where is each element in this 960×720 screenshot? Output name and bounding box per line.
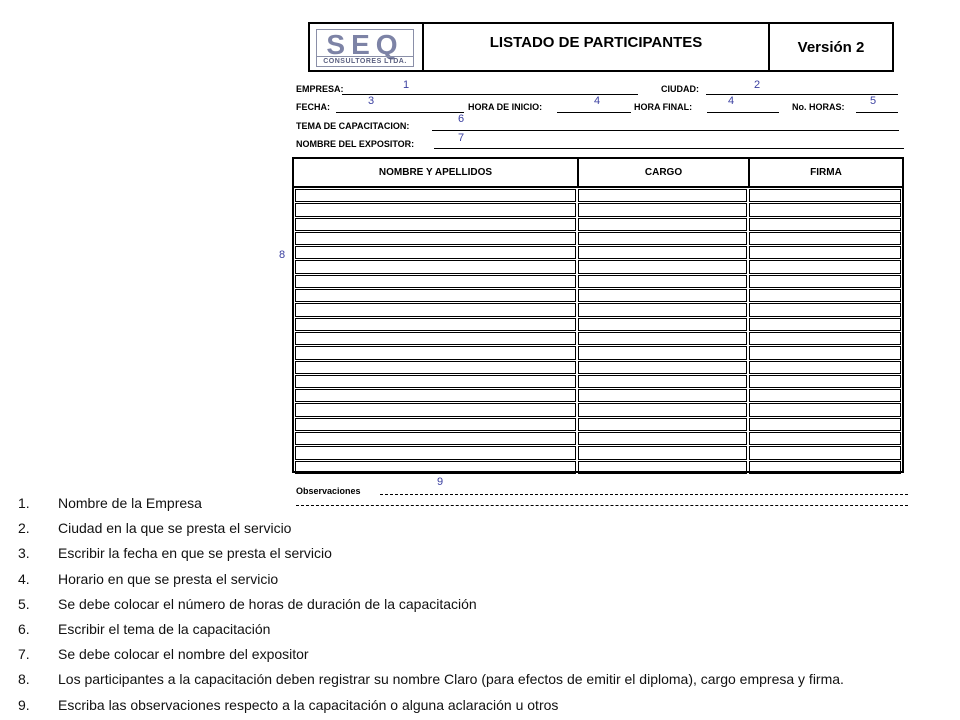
ciudad-label: CIUDAD:: [661, 84, 699, 94]
cargo-cell[interactable]: [578, 289, 747, 302]
cargo-cell[interactable]: [578, 303, 747, 316]
logo-subtext: CONSULTORES LTDA.: [317, 56, 413, 66]
firma-cell[interactable]: [749, 203, 901, 216]
instruction-item: [18, 594, 844, 619]
instruction-item: [18, 493, 844, 518]
cargo-cell[interactable]: [578, 246, 747, 259]
expositor-label: NOMBRE DEL EXPOSITOR:: [296, 139, 415, 149]
cargo-cell[interactable]: [578, 446, 747, 459]
instruction-number: 9.: [18, 696, 30, 713]
firma-cell[interactable]: [749, 246, 901, 259]
participants-table: [292, 157, 904, 473]
cargo-cell[interactable]: [578, 375, 747, 388]
cargo-cell[interactable]: [578, 232, 747, 245]
cargo-cell[interactable]: [578, 418, 747, 431]
instruction-number: 6.: [18, 620, 30, 637]
marker-7: 7: [458, 132, 465, 144]
firma-cell[interactable]: [749, 461, 901, 474]
form-title: LISTADO DE PARTICIPANTES: [424, 24, 770, 70]
cargo-cell[interactable]: [578, 461, 747, 474]
nombre-cell[interactable]: [295, 203, 576, 216]
instruction-text: Se debe colocar el número de horas de duración de la capacitación: [58, 595, 477, 612]
cargo-cell[interactable]: [578, 361, 747, 374]
instruction-text: Escribir la fecha en que se presta el servicio: [58, 545, 332, 562]
table-row: [294, 202, 902, 216]
instruction-number: 4.: [18, 570, 30, 587]
instruction-number: 5.: [18, 595, 30, 612]
marker-5: 5: [870, 95, 877, 107]
instruction-item: [18, 619, 844, 644]
hora-inicio-label: HORA DE INICIO:: [468, 102, 543, 112]
cargo-cell[interactable]: [578, 332, 747, 345]
table-row: [294, 245, 902, 259]
cargo-cell[interactable]: [578, 218, 747, 231]
empresa-label: EMPRESA:: [296, 84, 344, 94]
table-row: [294, 460, 902, 474]
nombre-cell[interactable]: [295, 289, 576, 302]
cargo-cell[interactable]: [578, 389, 747, 402]
firma-cell[interactable]: [749, 332, 901, 345]
table-row: [294, 331, 902, 345]
table-row: [294, 360, 902, 374]
cargo-cell[interactable]: [578, 403, 747, 416]
instruction-text: Ciudad en la que se presta el servicio: [58, 520, 292, 537]
firma-cell[interactable]: [749, 189, 901, 202]
table-row: [294, 259, 902, 273]
instruction-text: Se debe colocar el nombre del expositor: [58, 646, 309, 663]
firma-cell[interactable]: [749, 218, 901, 231]
table-row: [294, 231, 902, 245]
nombre-cell[interactable]: [295, 446, 576, 459]
company-logo: [316, 29, 414, 67]
column-header-nombre: NOMBRE Y APELLIDOS: [378, 167, 493, 178]
table-row: [294, 388, 902, 402]
instruction-text: Escriba las observaciones respecto a la capacitación o alguna aclaración u otros: [58, 696, 559, 713]
firma-cell[interactable]: [749, 389, 901, 402]
table-row: [294, 317, 902, 331]
firma-cell[interactable]: [749, 403, 901, 416]
marker-8: 8: [279, 249, 286, 261]
nombre-cell[interactable]: [295, 232, 576, 245]
marker-4-end: 4: [728, 95, 735, 107]
table-row: [294, 345, 902, 359]
column-header-firma: FIRMA: [748, 159, 902, 186]
firma-cell[interactable]: [749, 289, 901, 302]
table-row: [294, 288, 902, 302]
cargo-cell[interactable]: [578, 346, 747, 359]
fecha-label: FECHA:: [296, 102, 330, 112]
firma-cell[interactable]: [749, 375, 901, 388]
nombre-cell[interactable]: [295, 346, 576, 359]
logo-text: SEQ: [326, 29, 404, 60]
fecha-field[interactable]: [336, 112, 464, 113]
cargo-cell[interactable]: [578, 432, 747, 445]
nombre-cell[interactable]: [295, 432, 576, 445]
firma-cell[interactable]: [749, 232, 901, 245]
instruction-text: Escribir el tema de la capacitación: [58, 620, 271, 637]
instruction-number: 7.: [18, 646, 30, 663]
table-row: [294, 188, 902, 202]
logo-cell: [310, 24, 424, 70]
firma-cell[interactable]: [749, 446, 901, 459]
instruction-number: 1.: [18, 495, 30, 511]
nombre-cell[interactable]: [295, 389, 576, 402]
table-row: [294, 431, 902, 445]
form-header: [308, 22, 894, 72]
table-row: [294, 274, 902, 288]
no-horas-label: No. HORAS:: [792, 102, 845, 112]
instruction-number: 3.: [18, 545, 30, 562]
nombre-cell[interactable]: [295, 189, 576, 202]
instruction-item: [18, 543, 844, 568]
instruction-item: [18, 695, 844, 720]
table-row: [294, 217, 902, 231]
table-row: [294, 445, 902, 459]
cargo-cell[interactable]: [578, 318, 747, 331]
instruction-item: [18, 669, 844, 694]
nombre-cell[interactable]: [295, 318, 576, 331]
nombre-cell[interactable]: [295, 375, 576, 388]
firma-cell[interactable]: [749, 432, 901, 445]
table-row: [294, 302, 902, 316]
tema-label: TEMA DE CAPACITACION:: [296, 121, 410, 131]
form-version: Versión 2: [797, 38, 865, 56]
table-body: [294, 188, 902, 471]
firma-cell[interactable]: [749, 303, 901, 316]
cargo-cell[interactable]: [578, 260, 747, 273]
instruction-item: [18, 569, 844, 594]
nombre-cell[interactable]: [295, 275, 576, 288]
table-row: [294, 402, 902, 416]
instruction-item: [18, 644, 844, 669]
instruction-number: 2.: [18, 520, 30, 537]
table-row: [294, 374, 902, 388]
hora-final-field[interactable]: [707, 112, 779, 113]
marker-4-start: 4: [594, 95, 601, 107]
cargo-cell[interactable]: [578, 203, 747, 216]
marker-6: 6: [458, 113, 465, 125]
marker-9: 9: [437, 476, 444, 488]
nombre-cell[interactable]: [295, 461, 576, 474]
firma-cell[interactable]: [749, 260, 901, 273]
column-header-cargo: CARGO: [577, 159, 748, 186]
firma-cell[interactable]: [749, 318, 901, 331]
firma-cell[interactable]: [749, 418, 901, 431]
instruction-text: Nombre de la Empresa: [58, 495, 202, 511]
nombre-cell[interactable]: [295, 246, 576, 259]
observaciones-label: Observaciones: [296, 486, 361, 496]
firma-cell[interactable]: [749, 346, 901, 359]
marker-3: 3: [368, 95, 375, 107]
firma-cell[interactable]: [749, 275, 901, 288]
nombre-cell[interactable]: [295, 403, 576, 416]
nombre-cell[interactable]: [295, 418, 576, 431]
instruction-number: 8.: [18, 671, 30, 688]
cargo-cell[interactable]: [578, 275, 747, 288]
nombre-cell[interactable]: [295, 332, 576, 345]
hora-inicio-field[interactable]: [557, 112, 631, 113]
instruction-item: [18, 518, 844, 543]
no-horas-field[interactable]: [856, 112, 898, 113]
instructions-list: [18, 493, 844, 720]
firma-cell[interactable]: [749, 361, 901, 374]
tema-field[interactable]: [432, 130, 899, 131]
marker-2: 2: [754, 79, 761, 91]
nombre-cell[interactable]: [295, 303, 576, 316]
table-header: [294, 159, 902, 188]
instruction-text: Horario en que se presta el servicio: [58, 570, 279, 587]
nombre-cell[interactable]: [295, 218, 576, 231]
instruction-text: Los participantes a la capacitación deben registrar su nombre Claro (para efectos de emitir el diploma), cargo empresa y firma.: [58, 671, 844, 688]
table-row: [294, 417, 902, 431]
marker-1: 1: [403, 79, 410, 91]
cargo-cell[interactable]: [578, 189, 747, 202]
expositor-field[interactable]: [434, 148, 904, 149]
nombre-cell[interactable]: [295, 260, 576, 273]
hora-final-label: HORA FINAL:: [634, 102, 693, 112]
nombre-cell[interactable]: [295, 361, 576, 374]
